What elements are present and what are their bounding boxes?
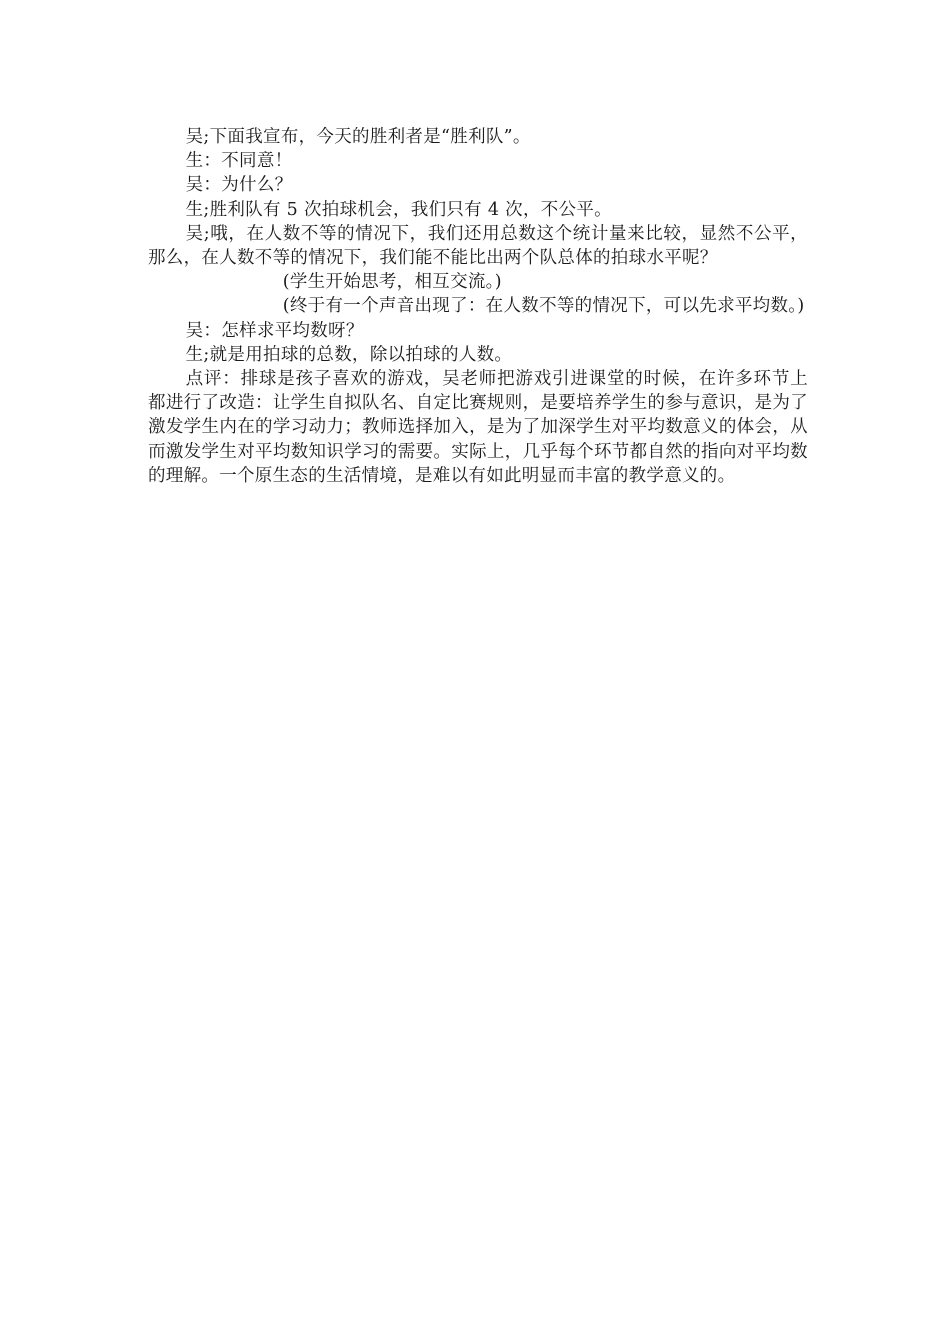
dialogue-line: 生：不同意！ bbox=[185, 151, 293, 172]
dialogue-line: 吴;哦，在人数不等的情况下，我们还用总数这个统计量来比较，显然不公平，那么，在人数不等的情况下，我们能不能比出两个队总体的拍球水平呢？ bbox=[148, 223, 808, 269]
dialogue-line: 生;胜利队有 5 次拍球机会，我们只有 4 次，不公平。 bbox=[185, 199, 612, 220]
stage-direction: (终于有一个声音出现了：在人数不等的情况下，可以先求平均数。) bbox=[282, 296, 805, 317]
commentary-paragraph: 点评：排球是孩子喜欢的游戏，吴老师把游戏引进课堂的时候，在许多环节上都进行了改造：让学生自拟队名、自定比赛规则，是要培养学生的参与意识，是为了激发学生内在的学习动力；教师选择加入，是为了加深学生对平均数意义的体会，从而激发学生对平均数知识学习的需要。实际上，几乎每个环节都自然的指向对平均数的理解。一个原生态的生活情境，是难以有如此明显而丰富的教学意义的。 bbox=[148, 369, 808, 486]
dialogue-line: 吴;下面我宣布，今天的胜利者是“胜利队”。 bbox=[185, 127, 531, 147]
dialogue-line: 吴：为什么？ bbox=[185, 175, 293, 196]
dialogue-line: 吴：怎样求平均数呀？ bbox=[185, 320, 364, 341]
dialogue-line: 生;就是用拍球的总数，除以拍球的人数。 bbox=[185, 344, 513, 365]
document-body bbox=[148, 125, 808, 488]
stage-direction: (学生开始思考，相互交流。) bbox=[282, 272, 502, 293]
